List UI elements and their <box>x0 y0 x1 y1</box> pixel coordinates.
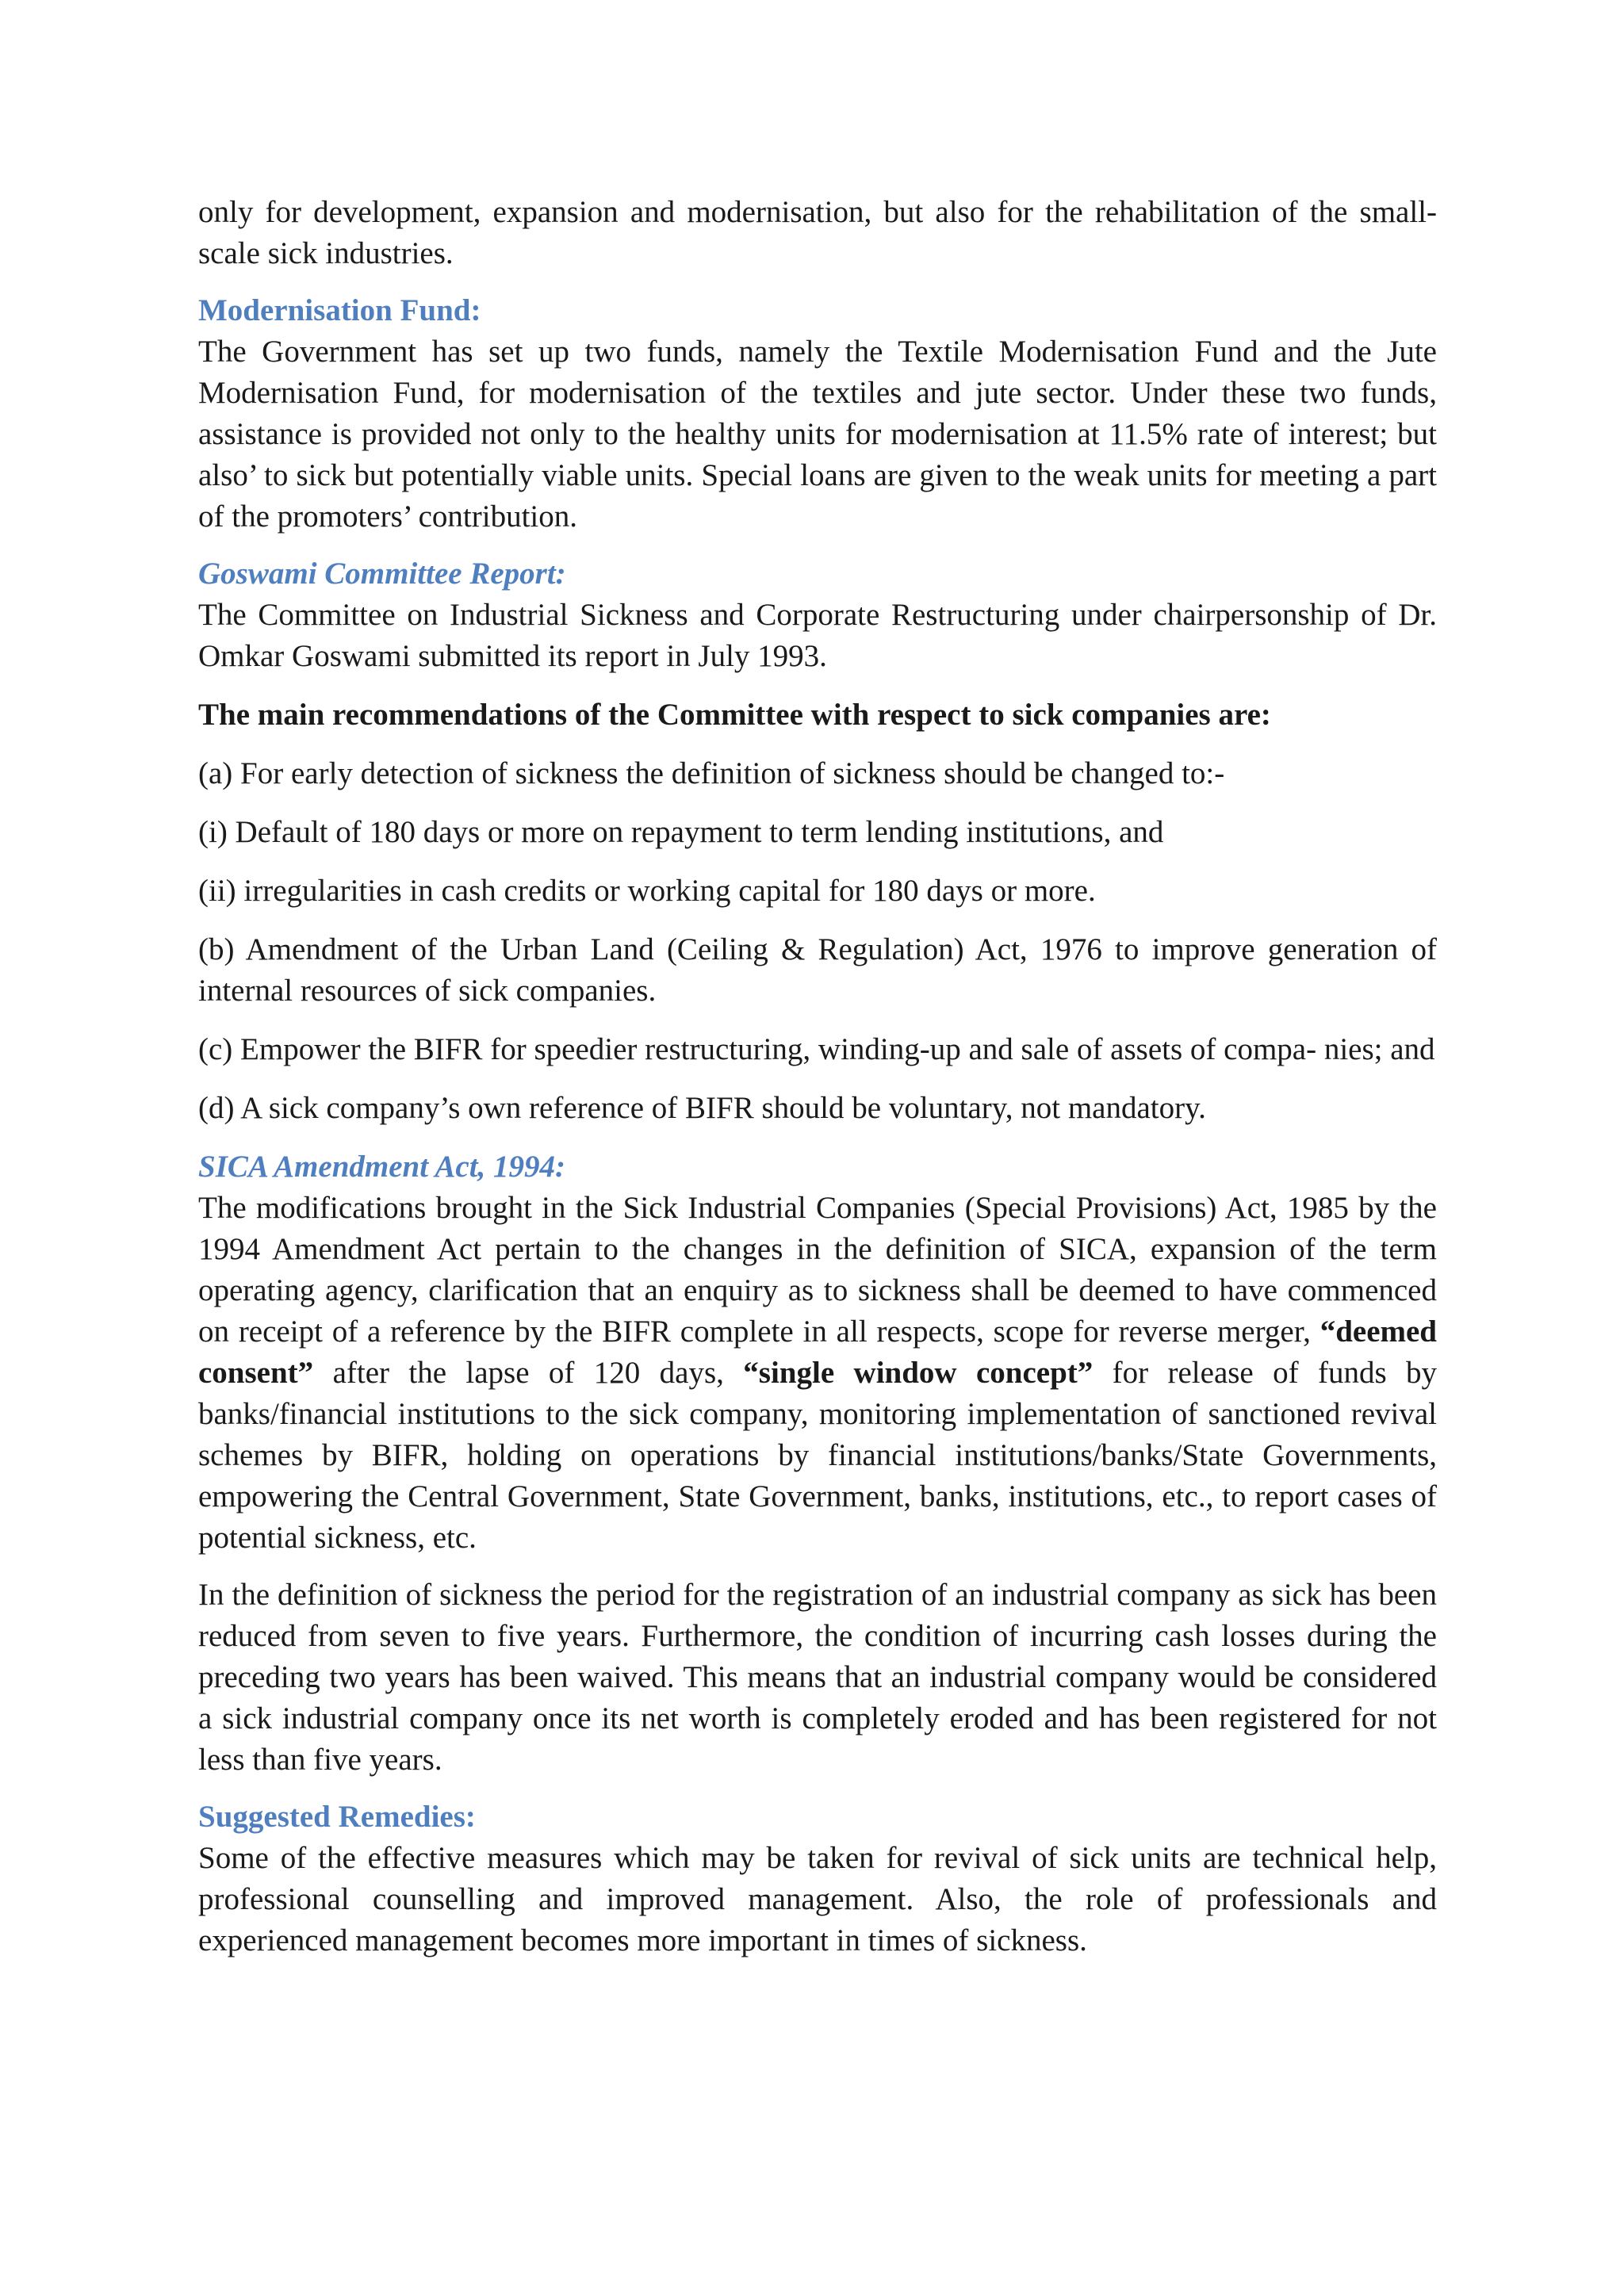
recommendation-a: (a) For early detection of sickness the definition of sickness should be changed to:- <box>198 756 1225 790</box>
modernisation-fund-paragraph: The Government has set up two funds, namely the Textile Modernisation Fund and the Jute Modernisation Fund, for modernisation of the textiles and jute sector. Under these two funds, assistance is provided not only to the healthy units for modernisation at 11.5% rate of interest; but also’ to sick but potentially viable units. Special loans are given to the weak units for meeting a part of the promoters’ contribution. <box>198 335 1437 534</box>
sica-text-1: The modifications brought in the Sick Industrial Companies (Special Provisions) Act, 1985 by the 1994 Amendment Act pertain to the changes in the definition of SICA, expansion of the term operating agency, clarification that an enquiry as to sickness shall be deemed to have commenced on receipt of a reference by the BIFR complete in all respects, scope for reverse merger, <box>198 1191 1437 1349</box>
heading-modernisation-fund: Modernisation Fund: <box>198 293 481 327</box>
remedies-paragraph: Some of the effective measures which may be taken for revival of sick units are technical help, professional counselling and improved management. Also, the role of professionals and experienced management becomes more important in times of sickness. <box>198 1841 1437 1957</box>
deemed-consent-text: “deemed consent” <box>198 1314 1438 1390</box>
recommendation-a-i: (i) Default of 180 days or more on repayment to term lending institutions, and <box>198 815 1164 849</box>
sica-text-2: after the lapse of 120 days, <box>332 1356 724 1390</box>
single-window-text: “single window concept” <box>743 1356 1094 1390</box>
recommendation-a-ii: (ii) irregularities in cash credits or working capital for 180 days or more. <box>198 874 1096 908</box>
recommendation-c: (c) Empower the BIFR for speedier restructuring, winding-up and sale of assets of compa- nies; and <box>198 1032 1435 1066</box>
heading-sica-amendment: SICA Amendment Act, 1994: <box>198 1150 566 1184</box>
recommendation-d: (d) A sick company’s own reference of BIFR should be voluntary, not mandatory. <box>198 1091 1206 1125</box>
intro-paragraph: only for development, expansion and modernisation, but also for the rehabilitation of the small-scale sick industries. <box>198 195 1437 270</box>
heading-suggested-remedies: Suggested Remedies: <box>198 1800 476 1834</box>
goswami-paragraph: The Committee on Industrial Sickness and Corporate Restructuring under chairpersonship of Dr. Omkar Goswami submitted its report in July 1993. <box>198 598 1437 673</box>
sickness-definition-paragraph: In the definition of sickness the period for the registration of an industrial company as sick has been reduced from seven to five years. Furthermore, the condition of incurring cash losses during the preceding two years has been waived. This means that an industrial company would be considered a sick industrial company once its net worth is completely eroded and has been registered for not less than five years. <box>198 1578 1437 1777</box>
sica-paragraph <box>198 1188 1437 1559</box>
recommendations-intro: The main recommendations of the Committee with respect to sick companies are: <box>198 698 1271 732</box>
recommendation-b: (b) Amendment of the Urban Land (Ceiling & Regulation) Act, 1976 to improve generation of internal resources of sick companies. <box>198 932 1437 1008</box>
sica-text-3: for release of funds by banks/financial institutions to the sick company, monitoring implementation of sanctioned revival schemes by BIFR, holding on operations by financial institutions/banks/State Governments, empowering the Central Government, State Government, banks, institutions, etc., to report cases of potential sickness, etc. <box>198 1356 1438 1555</box>
heading-goswami-committee: Goswami Committee Report: <box>198 557 566 591</box>
